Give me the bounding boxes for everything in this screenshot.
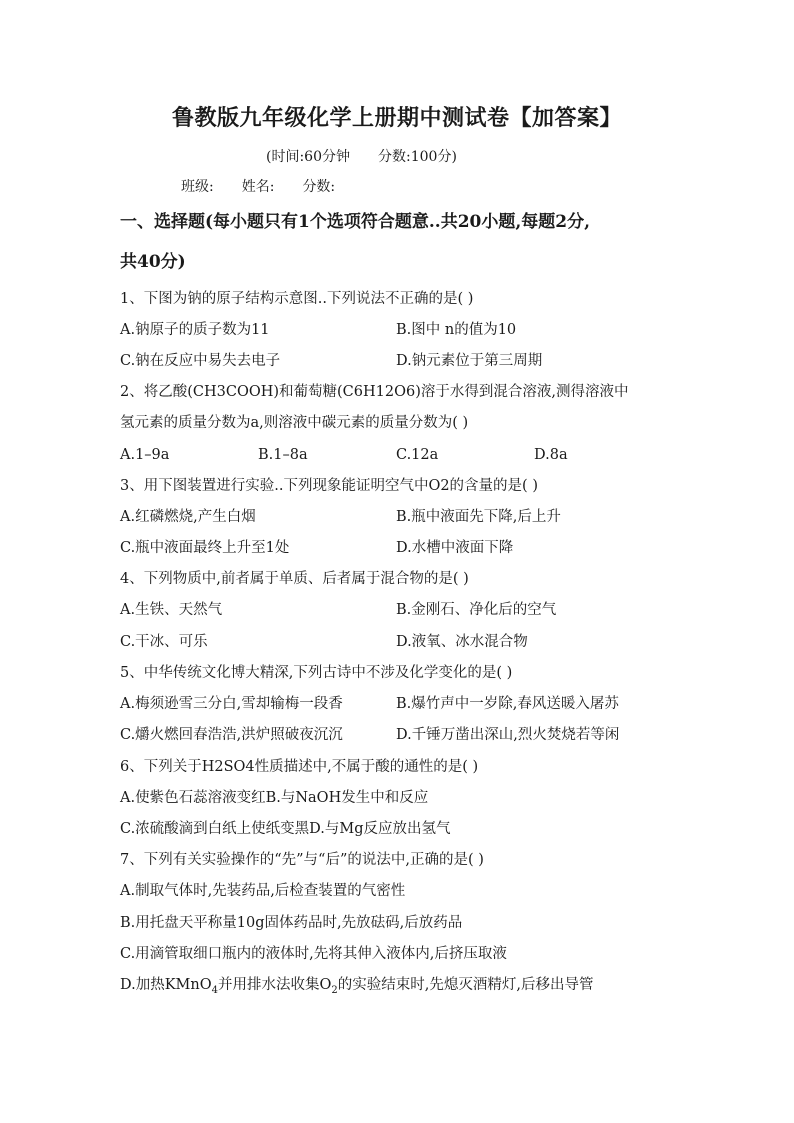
question-1-stem: 1、下图为钠的原子结构示意图..下列说法不正确的是( ) [120, 291, 474, 307]
question-1-option-c: C.钠在反应中易失去电子 [120, 353, 281, 369]
question-5-option-d: D.千锤万凿出深山,烈火焚烧若等闲 [396, 727, 620, 743]
question-7-option-d-part1: D.加热KMnO [120, 977, 212, 993]
question-6-stem: 6、下列关于H2SO4性质描述中,不属于酸的通性的是( ) [120, 759, 479, 775]
question-4-stem: 4、下列物质中,前者属于单质、后者属于混合物的是( ) [120, 571, 469, 587]
question-3-option-d: D.水槽中液面下降 [396, 540, 514, 556]
question-7-option-d-sub1: 4 [211, 984, 218, 996]
question-4-option-a: A.生铁、天然气 [120, 602, 223, 618]
question-3-option-c: C.瓶中液面最终上升至1处 [120, 540, 290, 556]
exam-meta [266, 146, 457, 166]
page-title: 鲁教版九年级化学上册期中测试卷【加答案】 [171, 105, 622, 131]
question-3-option-b: B.瓶中液面先下降,后上升 [396, 509, 561, 525]
question-7-option-b: B.用托盘天平称量10g固体药品时,先放砝码,后放药品 [120, 915, 463, 931]
question-7-option-d-sub2: 2 [331, 984, 338, 996]
question-4-option-b: B.金刚石、净化后的空气 [396, 602, 557, 618]
question-2-option-d: D.8a [534, 447, 568, 463]
question-1-option-b: B.图中 n的值为10 [396, 322, 517, 338]
question-7-option-c: C.用滴管取细口瓶内的液体时,先将其伸入液体内,后挤压取液 [120, 946, 507, 962]
question-2-option-a: A.1–9a [120, 447, 170, 463]
section-heading: 一、选择题(每小题只有1个选项符合题意..共20小题,每题2分, [120, 212, 591, 232]
question-5-option-c: C.爝火燃回春浩浩,洪炉照破夜沉沉 [120, 727, 343, 743]
question-5-stem: 5、中华传统文化博大精深,下列古诗中不涉及化学变化的是( ) [120, 665, 513, 681]
question-2-option-c: C.12a [396, 447, 439, 463]
exam-time: (时间:60分钟 [266, 149, 350, 165]
question-4-option-c: C.干冰、可乐 [120, 634, 208, 650]
question-5-option-a: A.梅须逊雪三分白,雪却输梅一段香 [120, 696, 343, 712]
question-6-options-cd: C.浓硫酸滴到白纸上使纸变黑D.与Mg反应放出氢气 [120, 821, 451, 837]
question-1-option-d: D.钠元素位于第三周期 [396, 353, 543, 369]
question-7-option-a: A.制取气体时,先装药品,后检查装置的气密性 [120, 883, 406, 899]
question-2-option-b: B.1–8a [258, 447, 308, 463]
question-4-option-d: D.液氧、冰水混合物 [396, 634, 528, 650]
question-5-option-b: B.爆竹声中一岁除,春风送暖入屠苏 [396, 696, 619, 712]
question-3-option-a: A.红磷燃烧,产生白烟 [120, 509, 256, 525]
question-2-stem-cont: 氢元素的质量分数为a,则溶液中碳元素的质量分数为( ) [120, 415, 469, 431]
student-info [181, 176, 335, 196]
question-7-stem: 7、下列有关实验操作的“先”与“后”的说法中,正确的是( ) [120, 852, 484, 868]
name-label: 姓名: [241, 179, 275, 195]
section-heading-cont: 共40分) [120, 252, 186, 272]
question-6-options-ab: A.使紫色石蕊溶液变红B.与NaOH发生中和反应 [120, 790, 429, 806]
class-label: 班级: [181, 179, 214, 195]
question-7-option-d [120, 975, 593, 995]
question-7-option-d-part3: 的实验结束时,先熄灭酒精灯,后移出导管 [337, 977, 594, 993]
question-3-stem: 3、用下图装置进行实验..下列现象能证明空气中O2的含量的是( ) [120, 478, 538, 494]
exam-score: 分数:100分) [378, 149, 457, 165]
question-7-option-d-part2: 并用排水法收集O [218, 977, 332, 993]
score-label: 分数: [302, 179, 336, 195]
question-1-option-a: A.钠原子的质子数为11 [120, 322, 270, 338]
question-2-stem: 2、将乙酸(CH3COOH)和葡萄糖(C6H12O6)溶于水得到混合溶液,测得溶液中 [120, 384, 629, 400]
